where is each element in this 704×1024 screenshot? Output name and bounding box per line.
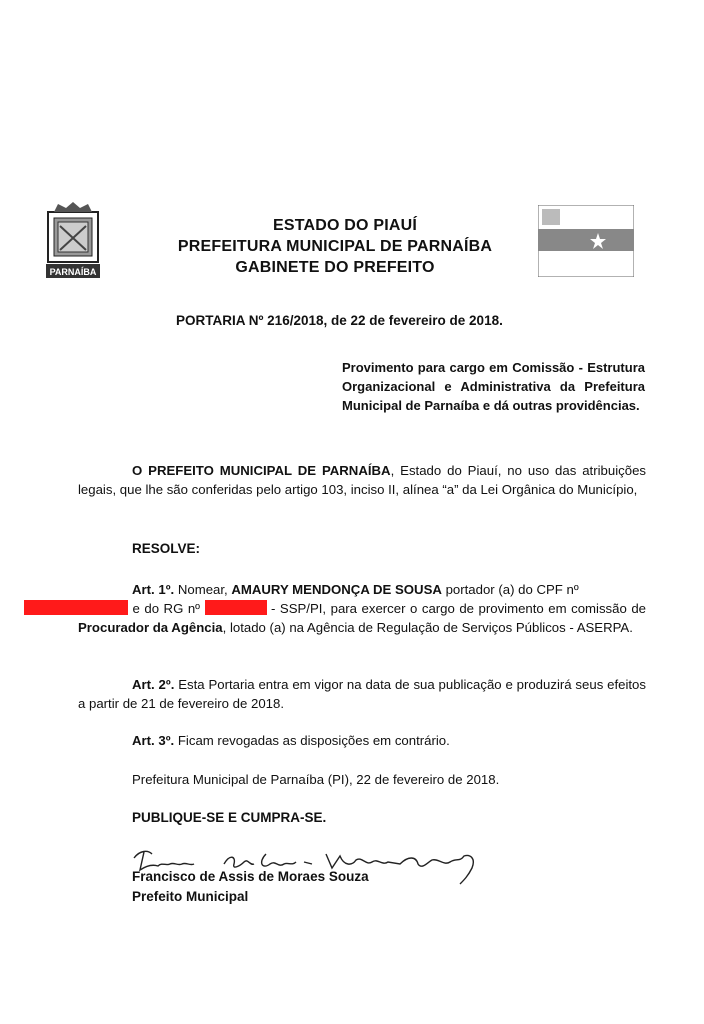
article-1: Art. 1º. Nomear, AMAURY MENDONÇA DE SOUSA portador (a) do CPF nº e do RG nº - SSP/PI, para exercer o cargo de provimento em comissão de Procurador da Agência, lotado (a) na Agência de Regulação de Serviços Públicos - ASERPA.: [78, 580, 646, 637]
article-3: Art. 3º. Ficam revogadas as disposições em contrário.: [132, 733, 450, 748]
header-state: ESTADO DO PIAUÍ: [272, 217, 418, 234]
municipal-flag-icon: [538, 205, 634, 277]
cpf-redaction: [24, 600, 128, 615]
ementa: Provimento para cargo em Comissão - Estrutura Organizacional e Administrativa da Prefeitura Municipal de Parnaíba e dá outras providências.: [342, 360, 645, 413]
resolve-heading: RESOLVE:: [132, 541, 201, 556]
coat-of-arms-icon: [44, 202, 102, 280]
place-date: Prefeitura Municipal de Parnaíba (PI), 22 de fevereiro de 2018.: [132, 772, 500, 787]
appointee-name: AMAURY MENDONÇA DE SOUSA: [231, 582, 442, 597]
preamble-text: , Estado do Piauí, no uso das atribuições legais, que lhe são conferidas pelo artigo 103, inciso II, alínea “a” da Lei Orgânica do Município,: [78, 463, 646, 497]
art2-label: Art. 2º.: [132, 677, 175, 692]
header-cabinet: GABINETE DO PREFEITO: [235, 259, 435, 276]
signer-block: [132, 867, 369, 907]
preamble-bold: O PREFEITO MUNICIPAL DE PARNAÍBA: [132, 463, 391, 478]
coat-caption: PARNAÍBA: [49, 267, 97, 277]
signer-name: Francisco de Assis de Moraes Souza: [132, 869, 369, 884]
publique-line: PUBLIQUE-SE E CUMPRA-SE.: [132, 810, 327, 825]
signer-title: Prefeito Municipal: [132, 889, 249, 904]
article-2: Art. 2º. Esta Portaria entra em vigor na data de sua publicação e produzirá seus efeitos a partir de 21 de fevereiro de 2018.: [78, 677, 646, 711]
rg-redaction: [205, 600, 267, 615]
header-prefecture: PREFEITURA MUNICIPAL DE PARNAÍBA: [177, 238, 493, 255]
art1-label: Art. 1º.: [132, 582, 175, 597]
role-name: Procurador da Agência: [78, 620, 223, 635]
portaria-title: PORTARIA Nº 216/2018, de 22 de fevereiro de 2018.: [176, 313, 503, 328]
preamble: [78, 461, 646, 499]
art3-label: Art. 3º.: [132, 733, 175, 748]
